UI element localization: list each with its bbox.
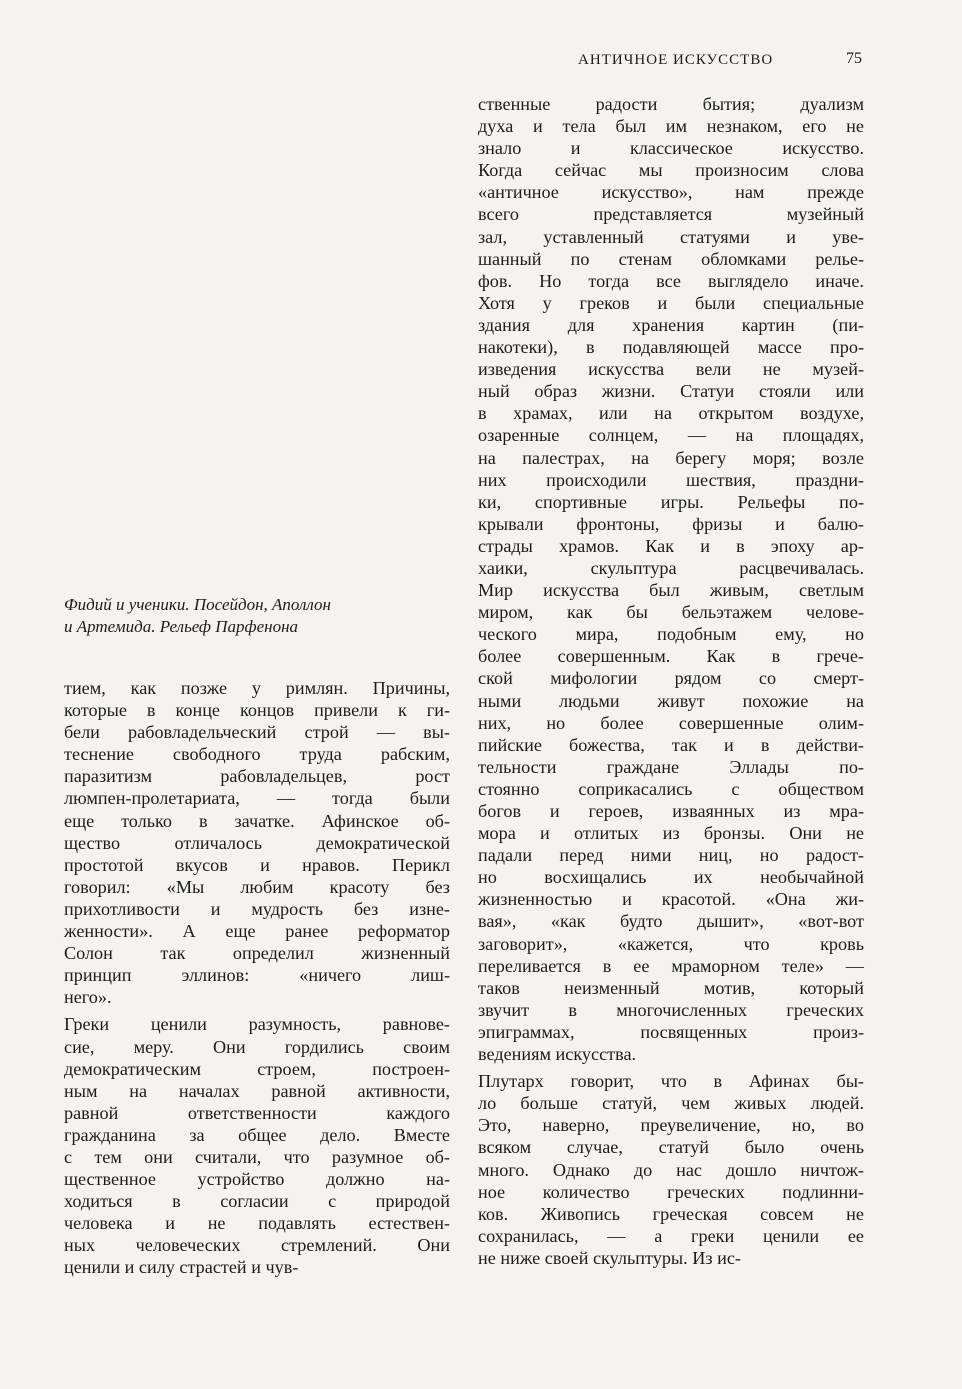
text-line: знало и классическое искусство.	[478, 138, 864, 159]
text-line: заговорит», «кажется, что кровь	[478, 933, 864, 954]
paragraph	[64, 1013, 450, 1278]
text-line: духа и тела был им незнаком, его не	[478, 116, 864, 137]
text-line: равной ответственности каждого	[64, 1102, 450, 1123]
text-line: всего представляется музейный	[478, 204, 864, 225]
text-line: демократическим строем, построен-	[64, 1058, 450, 1079]
text-line: богов и героев, изваянных из мра-	[478, 801, 864, 821]
text-line: тием, как позже у римлян. Причины,	[64, 678, 450, 698]
text-line: Солон так определил жизненный	[64, 943, 450, 964]
text-line: Греки ценили разумность, равнове-	[64, 1014, 450, 1035]
text-line: щество отличалось демократической	[64, 832, 450, 853]
text-line: него».	[64, 987, 112, 1008]
running-head-title: АНТИЧНОЕ ИСКУССТВО	[578, 52, 774, 68]
text-line: падали перед ними ниц, но радост-	[478, 845, 864, 866]
text-line: ственные радости бытия; дуализм	[478, 94, 864, 114]
text-line: на палестрах, на берегу моря; возле	[478, 447, 864, 468]
text-line: ской мифологии рядом со смерт-	[478, 668, 864, 689]
text-line: хаики, скульптура расцвечивалась.	[478, 557, 864, 578]
paragraph	[478, 1070, 864, 1269]
text-line: таков неизменный мотив, который	[478, 977, 864, 998]
text-line: ным на началах равной активности,	[64, 1080, 450, 1101]
text-line: накотеки), в подавляющей массе про-	[478, 337, 864, 358]
text-line: Плутарх говорит, что в Афинах бы-	[478, 1071, 864, 1092]
text-line: Хотя у греков и были специальные	[478, 292, 864, 313]
text-line: гражданина за общее дело. Вместе	[64, 1124, 450, 1145]
text-line: зал, уставленный статуями и уве-	[478, 226, 864, 247]
left-text-column	[64, 677, 450, 1279]
text-line: человека и не подавлять естествен-	[64, 1213, 450, 1234]
text-line: всяком случае, статуй было очень	[478, 1137, 864, 1158]
text-line: ценили и силу страстей и чув-	[64, 1257, 299, 1278]
text-line: миром, как бы бельэтажем челове-	[478, 602, 864, 623]
text-line: здания для хранения картин (пи-	[478, 314, 864, 335]
text-line: много. Однако до нас дошло ничтож-	[478, 1159, 864, 1180]
text-line: щественное устройство должно на-	[64, 1169, 450, 1190]
text-line: ных человеческих стремлений. Они	[64, 1235, 450, 1256]
text-line: Мир искусства был живым, светлым	[478, 580, 864, 601]
page-header	[478, 46, 864, 74]
text-line: переливается в ее мраморном теле» —	[478, 955, 864, 976]
text-line: ный образ жизни. Статуи стояли или	[478, 381, 864, 402]
text-line: крывали фронтоны, фризы и балю-	[478, 513, 864, 534]
right-text-column	[478, 93, 864, 1269]
text-line: бели рабовладельческий строй — вы-	[64, 722, 450, 743]
text-line: говорил: «Мы любим красоту без	[64, 876, 450, 897]
text-line: Когда сейчас мы произносим слова	[478, 160, 864, 181]
caption-line: Фидий и ученики. Посейдон, Аполлон	[64, 595, 331, 614]
text-line: в храмах, или на открытом воздухе,	[478, 403, 864, 424]
text-line: Это, наверно, преувеличение, но, во	[478, 1115, 864, 1136]
text-line: простотой вкусов и нравов. Перикл	[64, 854, 450, 875]
text-line: ло больше статуй, чем живых людей.	[478, 1093, 864, 1114]
text-line: не ниже своей скульптуры. Из ис-	[478, 1247, 741, 1268]
text-line: ки, спортивные игры. Рельефы по-	[478, 491, 864, 512]
paragraph	[64, 677, 450, 1008]
text-line: сие, меру. Они гордились своим	[64, 1036, 450, 1057]
text-line: ное количество греческих подлинни-	[478, 1181, 864, 1202]
text-line: них происходили шествия, праздни-	[478, 469, 864, 490]
figure-caption	[64, 594, 454, 638]
text-line: вая», «как будто дышит», «вот-вот	[478, 911, 864, 932]
text-line: мора и отлитых из бронзы. Они не	[478, 823, 864, 844]
text-line: «античное искусство», нам прежде	[478, 182, 864, 203]
text-line: шанный по стенам обломками релье-	[478, 248, 864, 269]
text-line: прихотливости и мудрость без изне-	[64, 898, 450, 919]
text-line: с тем они считали, что разумное об-	[64, 1146, 450, 1167]
text-line: жизненностью и красотой. «Она жи-	[478, 889, 864, 910]
text-line: ходиться в согласии с природой	[64, 1191, 450, 1212]
caption-line: и Артемида. Рельеф Парфенона	[64, 617, 298, 636]
text-line: ков. Живопись греческая совсем не	[478, 1203, 864, 1224]
text-line: сохранилась, — а греки ценили ее	[478, 1225, 864, 1246]
text-line: принцип эллинов: «ничего лиш-	[64, 965, 450, 986]
text-line: стоянно соприкасались с обществом	[478, 778, 864, 799]
text-line: эпиграммах, посвященных произ-	[478, 1021, 864, 1042]
text-line: ческого мира, подобным ему, но	[478, 624, 864, 645]
text-line: ными людьми живут похожие на	[478, 690, 864, 711]
text-line: которые в конце концов привели к ги-	[64, 700, 450, 721]
text-line: более совершенным. Как в грече-	[478, 646, 864, 667]
paragraph	[478, 93, 864, 1065]
text-line: но восхищались их необычайной	[478, 867, 864, 888]
text-line: страды храмов. Как и в эпоху ар-	[478, 535, 864, 556]
text-line: теснение свободного труда рабским,	[64, 744, 450, 765]
text-line: них, но более совершенные олим-	[478, 712, 864, 733]
page-number: 75	[846, 50, 862, 67]
text-line: озаренные солнцем, — на площадях,	[478, 425, 864, 446]
text-line: женности». А еще ранее реформатор	[64, 921, 450, 942]
text-line: тельности граждане Эллады по-	[478, 756, 864, 777]
text-line: звучит в многочисленных греческих	[478, 999, 864, 1020]
text-line: паразитизм рабовладельцев, рост	[64, 766, 450, 787]
text-line: ведениям искусства.	[478, 1044, 637, 1065]
text-line: еще только в зачатке. Афинское об-	[64, 810, 450, 831]
text-line: люмпен-пролетариата, — тогда были	[64, 788, 450, 809]
text-line: пийские божества, так и в действи-	[478, 734, 864, 755]
text-line: изведения искусства вели не музей-	[478, 359, 864, 380]
text-line: фов. Но тогда все выглядело иначе.	[478, 270, 864, 291]
